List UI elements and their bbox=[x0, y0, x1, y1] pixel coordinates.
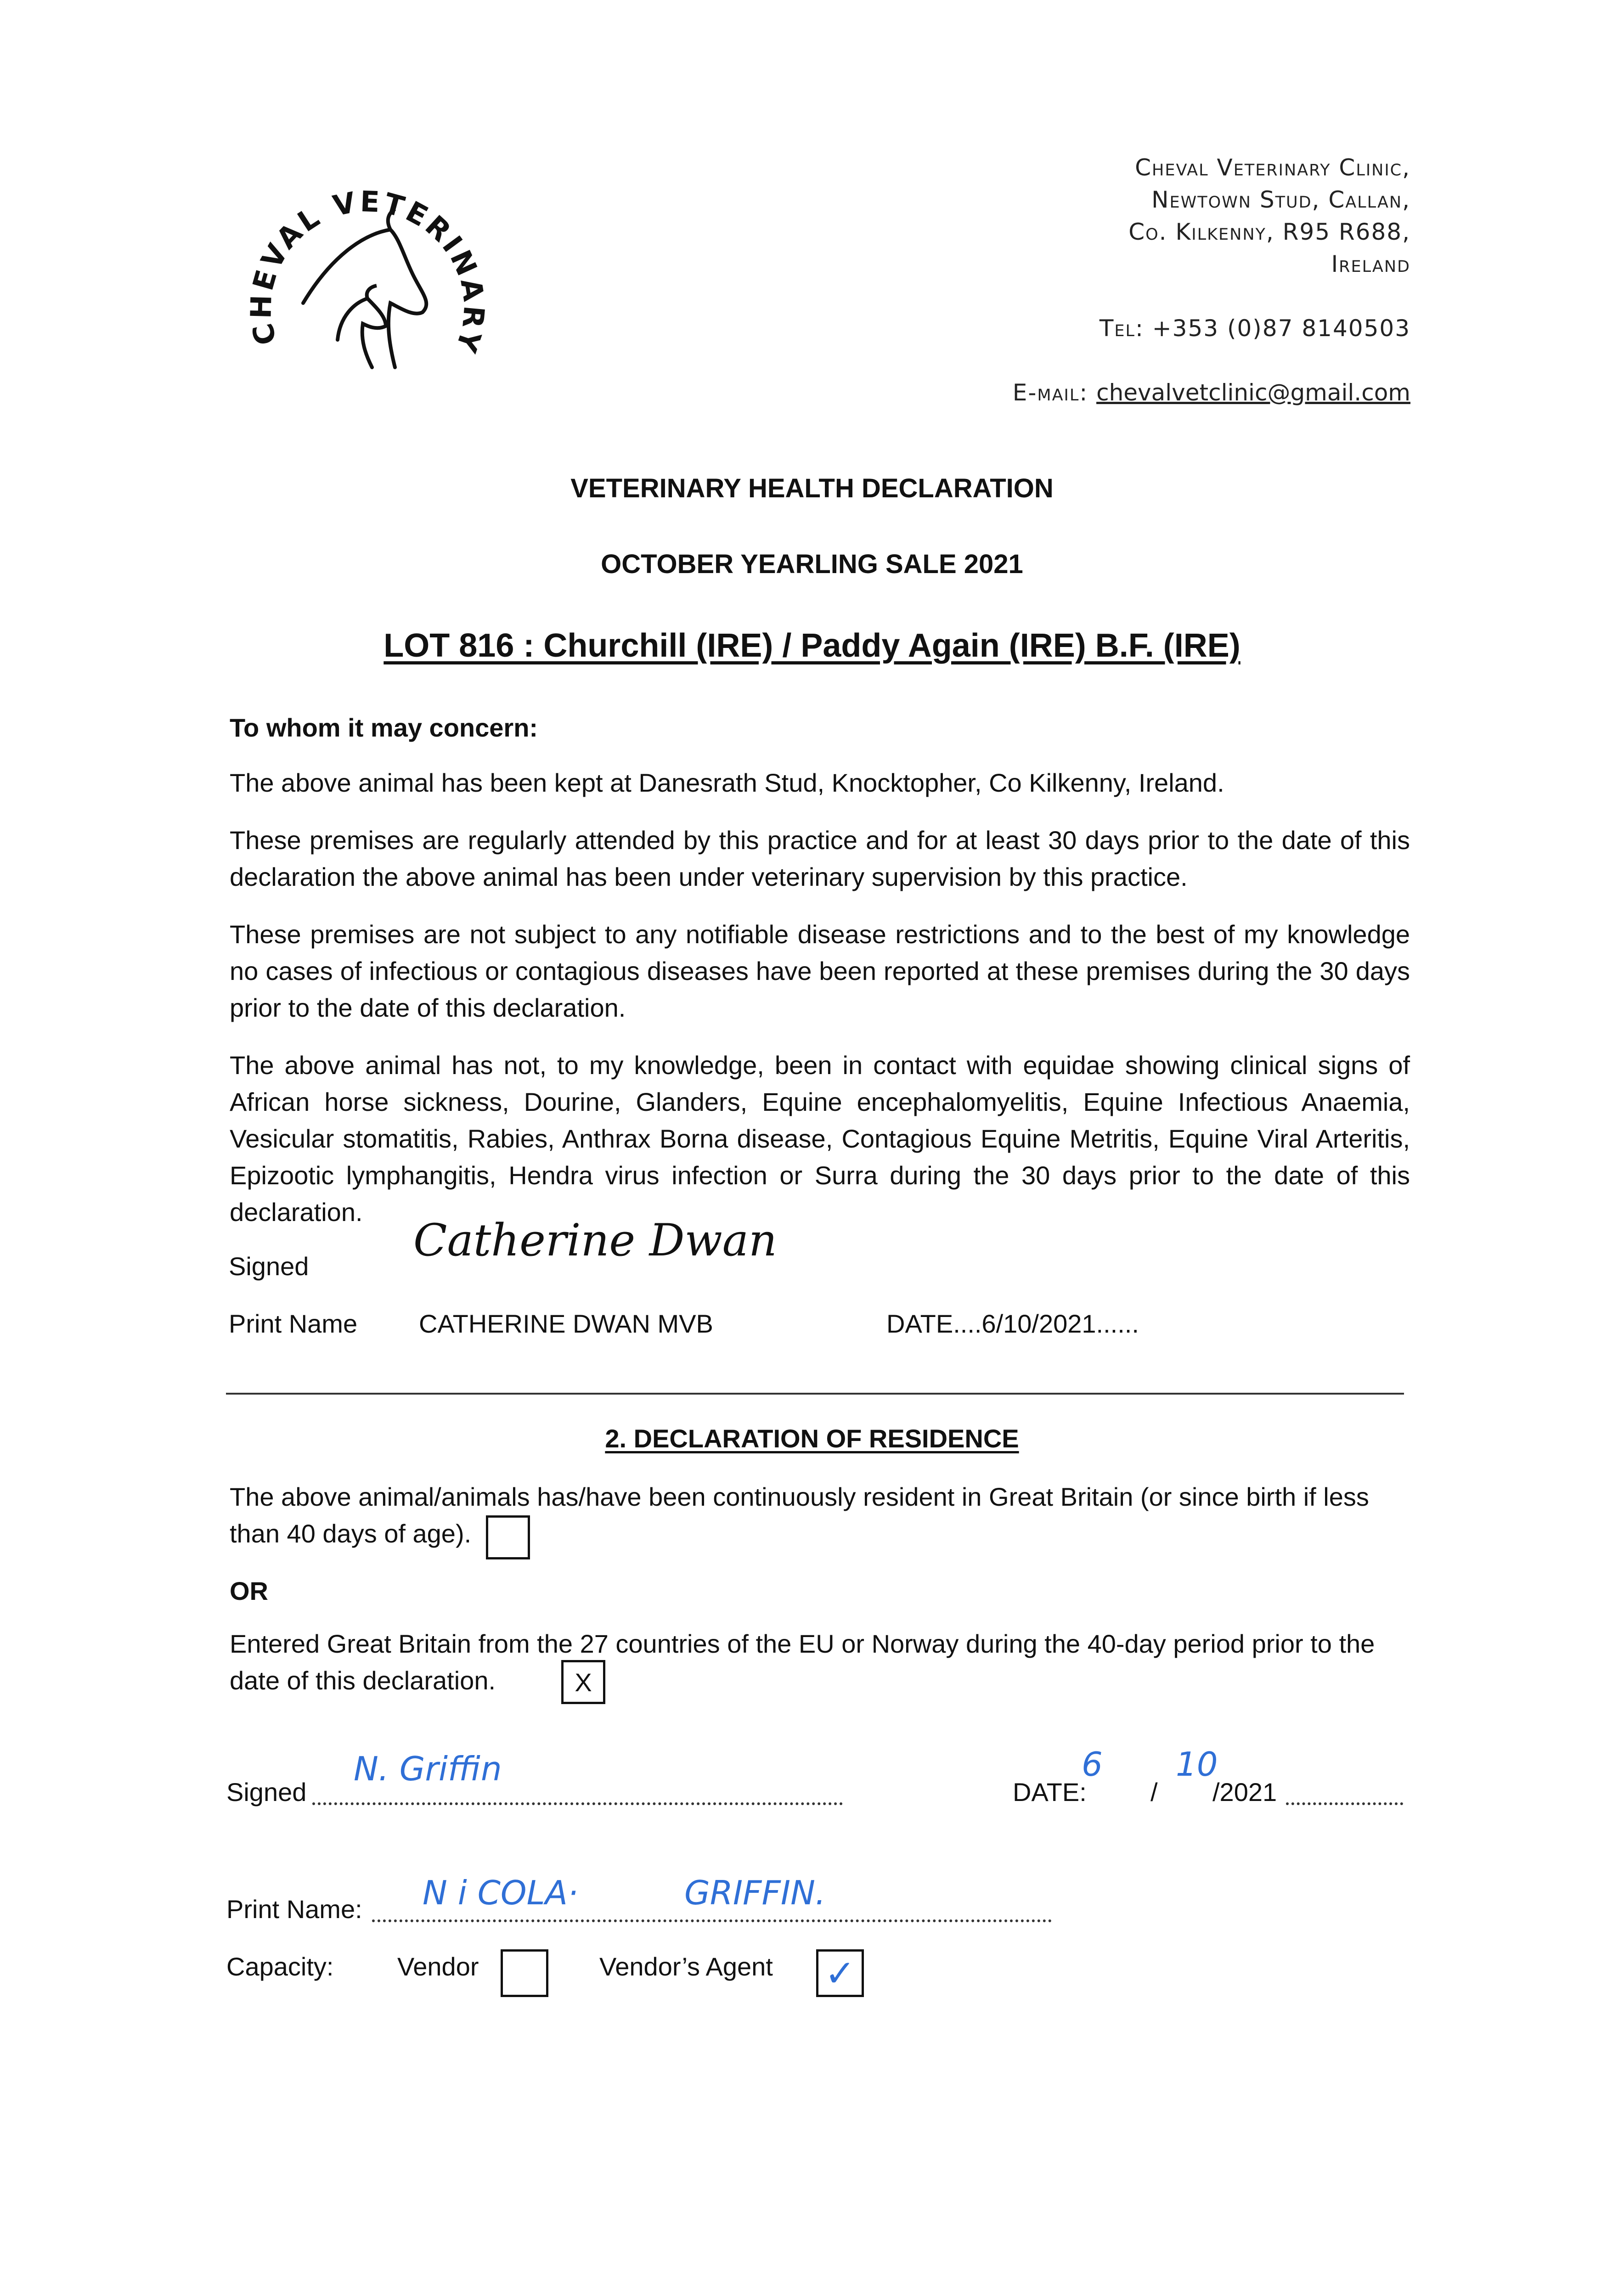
residence-date-separator: / bbox=[1150, 1778, 1158, 1806]
email-label: E-mail: bbox=[1012, 379, 1097, 406]
residence-signed-label: Signed bbox=[226, 1778, 307, 1806]
capacity-label: Capacity: bbox=[226, 1952, 334, 1981]
clinic-name: Cheval Veterinary Clinic, bbox=[1135, 154, 1410, 181]
print-name-first: N i COLA· bbox=[423, 1874, 578, 1912]
clinic-email-line bbox=[767, 377, 1410, 409]
section-divider bbox=[226, 1393, 1404, 1395]
address-line-2: Co. Kilkenny, R95 R688, bbox=[1128, 219, 1410, 245]
residence-date-label: DATE: bbox=[1013, 1778, 1087, 1806]
salutation: To whom it may concern: bbox=[230, 713, 538, 742]
print-name-last: GRIFFIN. bbox=[684, 1874, 826, 1912]
document-title: VETERINARY HEALTH DECLARATION bbox=[570, 473, 1054, 503]
clinic-logo bbox=[239, 165, 496, 404]
vet-date: DATE....6/10/2021...... bbox=[886, 1309, 1139, 1338]
residence-print-label: Print Name: bbox=[226, 1895, 362, 1924]
vendor-checkbox[interactable] bbox=[501, 1949, 548, 1997]
clinic-email-link[interactable]: chevalvetclinic@gmail.com bbox=[1096, 379, 1410, 406]
svg-text:CHEVAL VETERINARY CLINIC bbox=[239, 165, 491, 359]
residence-date-year: /2021 bbox=[1212, 1778, 1277, 1806]
vet-signed-label: Signed bbox=[229, 1252, 309, 1281]
residence-option-1-checkbox[interactable] bbox=[486, 1515, 530, 1559]
residence-option-2 bbox=[230, 1626, 1405, 1699]
logo-text: CHEVAL VETERINARY bbox=[244, 184, 491, 359]
residence-option-2-text: Entered Great Britain from the 27 countries of the EU or Norway during the 40-day period prior to the date of this declaration. bbox=[230, 1629, 1375, 1695]
lot-heading bbox=[0, 627, 1624, 664]
residence-option-1-text: The above animal/animals has/have been continuously resident in Great Britain (or since birth if less than 40 days of age). bbox=[230, 1482, 1369, 1548]
vendors-agent-checkbox[interactable]: ✓ bbox=[816, 1949, 864, 1997]
signed-dotted-line bbox=[312, 1802, 843, 1805]
residence-option-2-checkbox[interactable]: X bbox=[561, 1660, 605, 1704]
residence-signature: N. Griffin bbox=[354, 1750, 502, 1788]
vet-print-label: Print Name bbox=[229, 1309, 358, 1338]
address-line-1: Newtown Stud, Callan, bbox=[1151, 186, 1410, 213]
sale-title: OCTOBER YEARLING SALE 2021 bbox=[601, 549, 1023, 579]
residence-date-month: 10 bbox=[1176, 1745, 1218, 1784]
paragraph-premises: The above animal has been kept at Danesrath Stud, Knocktopher, Co Kilkenny, Ireland. bbox=[230, 768, 1224, 797]
or-label: OR bbox=[230, 1576, 268, 1605]
residence-option-1 bbox=[230, 1479, 1405, 1552]
residence-title-text: 2. DECLARATION OF RESIDENCE bbox=[605, 1424, 1019, 1453]
vet-print-name: CATHERINE DWAN MVB bbox=[419, 1309, 713, 1338]
paragraph-restrictions: These premises are not subject to any notifiable disease restrictions and to the best of my knowledge no cases of infectious or contagious diseases have been reported at these premises during the 30 days prior to the date of this declaration. bbox=[230, 920, 1410, 1022]
vet-signature: Catherine Dwan bbox=[413, 1215, 777, 1266]
date-dotted-line bbox=[1286, 1802, 1403, 1805]
paragraph-contact: The above animal has not, to my knowledge, been in contact with equidae showing clinical signs of African horse sickness, Dourine, Glanders, Equine encephalomyelitis, Equine Infectious Anaemia, Vesicular stomatitis, Rabies, Anthrax Borna disease, Contagious Equine Metritis, Equine Viral Arteritis, Epizootic lymphangitis, Hendra virus infection or Surra during the 30 days prior to the date of this declaration. bbox=[230, 1051, 1410, 1227]
vendor-label: Vendor bbox=[397, 1952, 479, 1981]
clinic-address bbox=[767, 152, 1410, 409]
residence-title bbox=[0, 1424, 1624, 1453]
residence-date-day: 6 bbox=[1082, 1745, 1103, 1784]
print-name-dotted-line bbox=[372, 1919, 1052, 1922]
vendors-agent-label: Vendor’s Agent bbox=[599, 1952, 773, 1981]
address-line-3: Ireland bbox=[1331, 251, 1410, 277]
lot-text: LOT 816 : Churchill (IRE) / Paddy Again (IRE) B.F. (IRE) bbox=[383, 627, 1241, 664]
paragraph-supervision: These premises are regularly attended by this practice and for at least 30 days prior to the date of this declaration the above animal has been under veterinary supervision by this practice. bbox=[230, 826, 1410, 891]
clinic-phone: Tel: +353 (0)87 8140503 bbox=[1099, 315, 1410, 342]
